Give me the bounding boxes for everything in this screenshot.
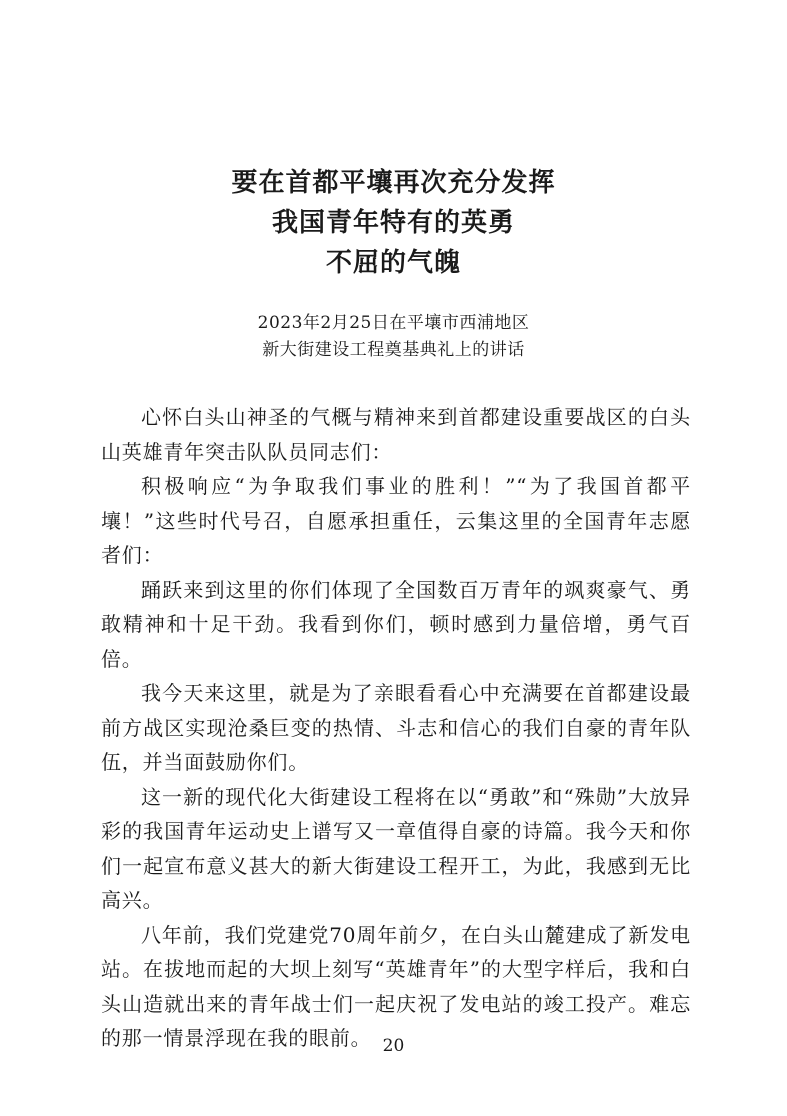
paragraph-6: 八年前，我们党建党70周年前夕，在白头山麓建成了新发电站。在拔地而起的大坝上刻写“英雄青年”的大型字样后，我和白头山造就出来的青年战士们一起庆祝了发电站的竣工投产。难忘的那一情景浮现在我的眼前。: [101, 922, 691, 1050]
article-body: [101, 400, 691, 1056]
paragraph-4: 我今天来这里，就是为了亲眼看看心中充满要在首都建设最前方战区实现沧桑巨变的热情、斗志和信心的我们自豪的青年队伍，并当面鼓励你们。: [101, 681, 691, 774]
paragraph-2: 积极响应“为争取我们事业的胜利！”“为了我国首都平壤！”这些时代号召，自愿承担重任，云集这里的全国青年志愿者们：: [101, 474, 691, 567]
paragraph-5: 这一新的现代化大街建设工程将在以“勇敢”和“殊勋”大放异彩的我国青年运动史上谱写又一章值得自豪的诗篇。我今天和你们一起宣布意义甚大的新大街建设工程开工，为此，我感到无比高兴。: [101, 784, 691, 912]
page-number: 20: [382, 1036, 405, 1056]
subtitle-line-1: 2023年2月25日在平壤市西浦地区: [257, 313, 530, 333]
article-title: [0, 163, 787, 283]
paragraph-1: 心怀白头山神圣的气概与精神来到首都建设重要战区的白头山英雄青年突击队队员同志们：: [101, 405, 691, 464]
title-line-2: 我国青年特有的英勇: [271, 208, 515, 238]
title-line-1: 要在首都平壤再次充分发挥: [231, 168, 556, 198]
title-line-3: 不屈的气魄: [325, 248, 461, 278]
paragraph-3: 踊跃来到这里的你们体现了全国数百万青年的飒爽豪气、勇敢精神和十足干劲。我看到你们，顿时感到力量倍增，勇气百倍。: [101, 577, 691, 671]
article-subtitle: [0, 310, 787, 364]
subtitle-line-2: 新大街建设工程奠基典礼上的讲话: [262, 340, 525, 360]
